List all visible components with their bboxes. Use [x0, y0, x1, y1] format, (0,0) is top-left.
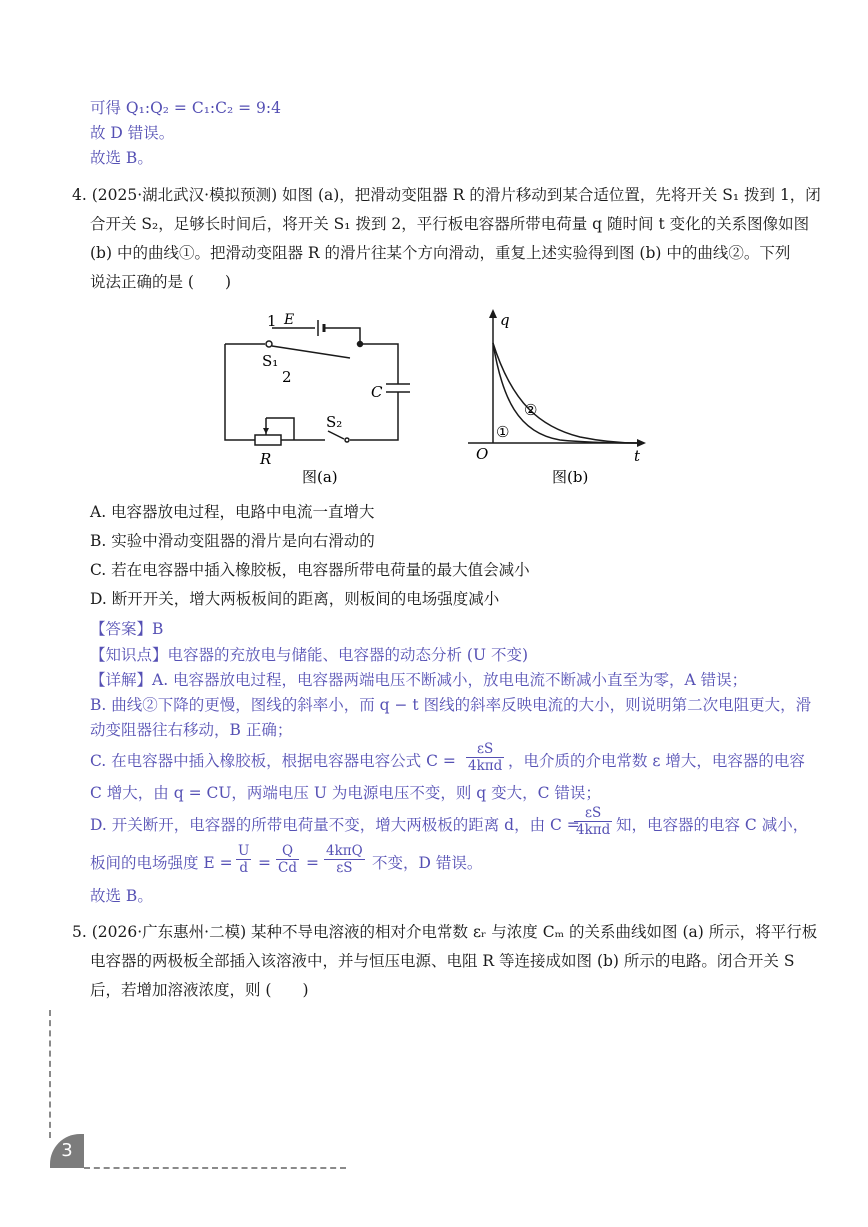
detail-line-7-start: 板间的电场强度 E = — [90, 854, 233, 872]
prev-line-2: 故 D 错误。 — [90, 124, 175, 142]
figure-a-caption: 图(a) — [302, 468, 338, 486]
curve-2 — [493, 343, 638, 443]
graph-figure-b — [460, 303, 660, 488]
fraction-4kpiq-over-es — [324, 843, 365, 876]
s1-label: S₁ — [262, 352, 279, 370]
detail-line-6-end: 知，电容器的电容 C 减小， — [616, 816, 809, 834]
option-d: D. 断开开关，增大两板板间的距离，则板间的电场强度减小 — [90, 590, 500, 608]
fraction-denominator: 4kπd — [468, 758, 503, 774]
fraction-denominator: εS — [336, 860, 353, 876]
q4-stem-line-3: (b) 中的曲线①。把滑动变阻器 R 的滑片往某个方向滑动，重复上述实验得到图 (b) 中的曲线②。下列 — [90, 244, 791, 262]
prev-line-3: 故选 B。 — [90, 149, 153, 167]
option-c: C. 若在电容器中插入橡胶板，电容器所带电荷量的最大值会减小 — [90, 561, 530, 579]
conclusion-line: 故选 B。 — [90, 887, 153, 905]
prev-line-1: 可得 Q₁:Q₂ = C₁:C₂ = 9:4 — [90, 99, 281, 117]
q4-stem-line-1: 4. (2025·湖北武汉·模拟预测) 如图 (a)，把滑动变阻器 R 的滑片移动到某合适位置，先将开关 S₁ 拨到 1，闭 — [72, 186, 821, 204]
fraction-numerator: εS — [574, 805, 612, 822]
fraction-numerator: Q — [276, 843, 299, 860]
detail-line-6-start: D. 开关断开，电容器的所带电荷量不变，增大两极板的距离 d，由 C = — [90, 816, 580, 834]
x-axis-label: t — [634, 447, 641, 465]
page-footer-dashed-line — [84, 1167, 346, 1169]
y-axis-arrow — [489, 309, 497, 318]
detail-line-2: B. 曲线②下降的更慢，图线的斜率小，而 q − t 图线的斜率反映电流的大小，则说明第二次电阻更大，滑 — [90, 696, 812, 714]
q5-stem-line-2: 电容器的两极板全部插入该溶液中，并与恒压电源、电阻 R 等连接成如图 (b) 所示的电路。闭合开关 S — [90, 952, 795, 970]
rheostat-slider-arrow — [263, 428, 269, 434]
detail-line-7-end: 不变，D 错误。 — [372, 854, 483, 872]
detail-line-5: C 增大，由 q = CU，两端电压 U 为电源电压不变，则 q 变大，C 错误； — [90, 784, 601, 802]
capacitor-label: C — [371, 383, 383, 401]
curve-1 — [493, 343, 638, 443]
x-axis-arrow — [637, 439, 646, 447]
detail-line-3: 动变阻器往右移动，B 正确； — [90, 721, 293, 739]
fraction-denominator: Cd — [278, 860, 297, 876]
fraction-capacitance — [466, 741, 504, 774]
wire-left — [225, 344, 255, 440]
option-a: A. 电容器放电过程，电路中电流一直增大 — [90, 503, 375, 521]
curve-1-label: ① — [496, 423, 510, 441]
page-margin-dashed-line — [49, 1010, 51, 1138]
fraction-q-over-cd — [276, 843, 299, 876]
y-axis-label: q — [500, 311, 510, 329]
option-b: B. 实验中滑动变阻器的滑片是向右滑动的 — [90, 532, 375, 550]
q4-stem-line-4: 说法正确的是 ( ) — [90, 273, 232, 291]
equals-sign-1: = — [258, 854, 271, 872]
wire-battery-right — [324, 328, 360, 344]
q5-stem-line-1: 5. (2026·广东惠州·二模) 某种不导电溶液的相对介电常数 εᵣ 与浓度 Cₘ 的关系曲线如图 (a) 所示，将平行板 — [72, 923, 818, 941]
s2-blade — [328, 431, 344, 439]
figure-b-caption: 图(b) — [552, 468, 589, 486]
rheostat-label: R — [260, 450, 272, 468]
circuit-figure-a — [210, 300, 430, 490]
detail-line-1: 【详解】A. 电容器放电过程，电容器两端电压不断减小，放电电流不断减小直至为零，A 错误； — [90, 671, 748, 689]
rheostat-body — [255, 435, 281, 445]
origin-label: O — [476, 445, 489, 463]
fraction-capacitance-2 — [574, 805, 612, 838]
s2-label: S₂ — [326, 413, 343, 431]
s1-blade — [272, 346, 350, 358]
fraction-denominator: 4kπd — [576, 822, 611, 838]
detail-line-4-end: ，电介质的介电常数 ε 增大，电容器的电容 — [508, 752, 805, 770]
page-number-badge: 3 — [50, 1134, 84, 1168]
s2-contact — [345, 438, 349, 442]
answer-line: 【答案】B — [90, 620, 164, 638]
battery-label: E — [284, 312, 295, 328]
fraction-numerator: εS — [466, 741, 504, 758]
fraction-numerator: U — [238, 843, 250, 859]
wire-right-top — [360, 344, 398, 384]
s1-contact-1-label: 1 — [267, 312, 277, 330]
fraction-u-over-d — [236, 843, 251, 876]
q5-stem-line-3: 后，若增加溶液浓度，则 ( ) — [90, 981, 309, 999]
equals-sign-2: = — [306, 854, 319, 872]
q4-stem-line-2: 合开关 S₂，足够长时间后，将开关 S₁ 拨到 2，平行板电容器所带电荷量 q 随时间 t 变化的关系图像如图 — [90, 215, 810, 233]
detail-line-4-start: C. 在电容器中插入橡胶板，根据电容器电容公式 C = — [90, 752, 456, 770]
fraction-denominator: d — [239, 860, 249, 876]
s1-contact-2-label: 2 — [282, 368, 292, 386]
s1-pivot — [266, 341, 272, 347]
fraction-numerator: 4kπQ — [326, 843, 363, 859]
knowledge-line: 【知识点】电容器的充放电与储能、电容器的动态分析 (U 不变) — [90, 646, 529, 664]
curve-2-label: ② — [524, 401, 538, 419]
